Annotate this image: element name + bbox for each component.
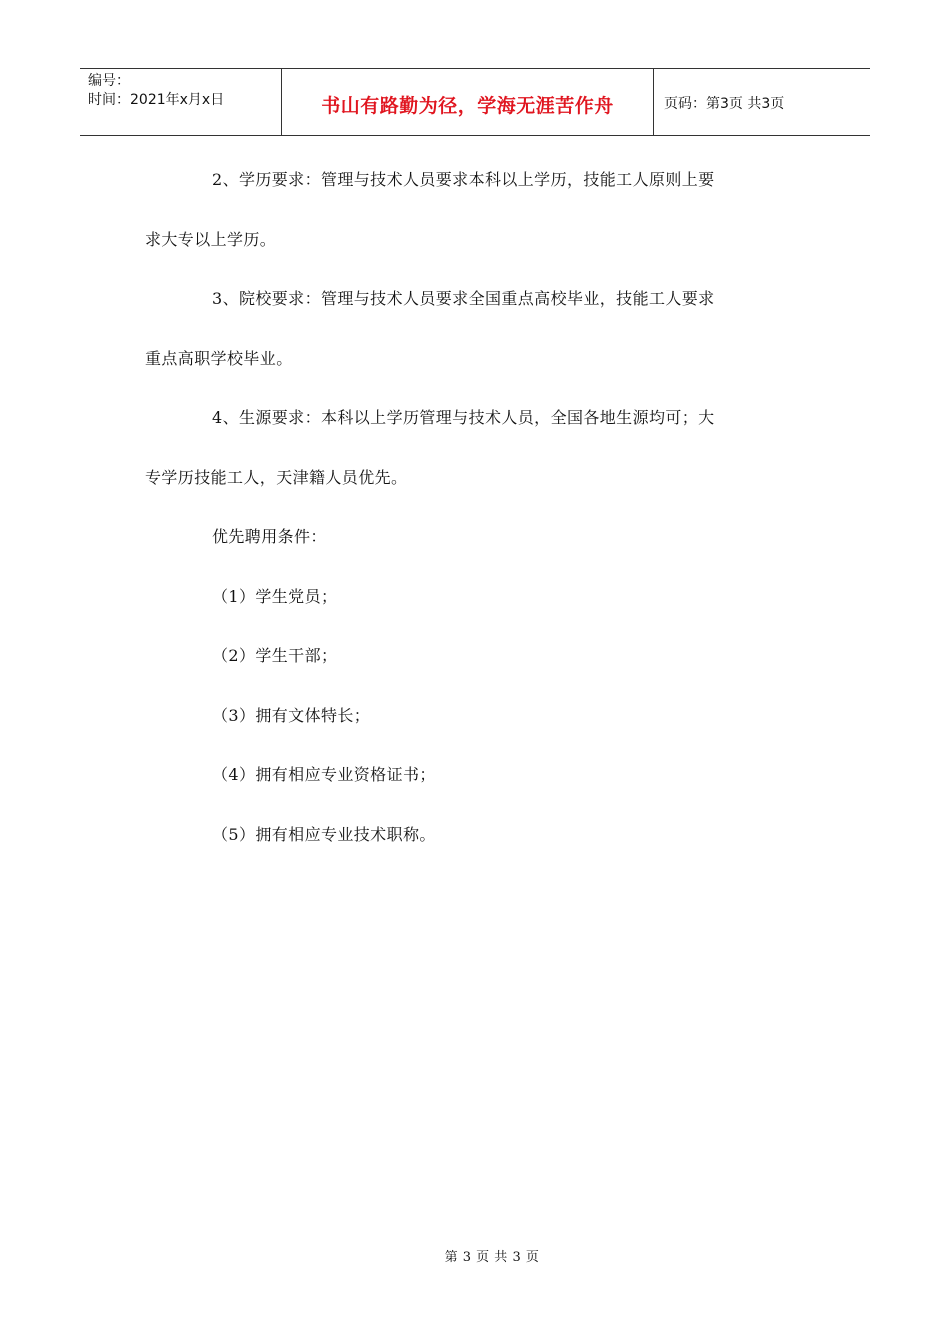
page-header: [80, 68, 870, 136]
paragraph-line: 4、生源要求：本科以上学历管理与技术人员，全国各地生源均可；大: [212, 408, 715, 427]
paragraph-line: 求大专以上学历。: [145, 229, 277, 249]
list-item: （2）学生干部；: [212, 646, 338, 665]
paragraph-line: 3、院校要求：管理与技术人员要求全国重点高校毕业，技能工人要求: [212, 289, 715, 308]
list-item: （1）学生党员；: [212, 586, 338, 606]
paragraph-line: 2、学历要求：管理与技术人员要求本科以上学历，技能工人原则上要: [212, 170, 715, 189]
paragraph-line: 重点高职学校毕业。: [145, 348, 293, 368]
header-motto-cell: [282, 69, 654, 135]
list-item: （3）拥有文体特长；: [212, 705, 371, 725]
document-body: [145, 150, 805, 864]
list-item: （4）拥有相应专业资格证书；: [212, 765, 436, 784]
section-heading: 优先聘用条件：: [212, 527, 327, 546]
page-footer: 第 3 页 共 3 页: [444, 1250, 540, 1265]
header-number-label: 编号：: [88, 73, 130, 89]
paragraph-line: 专学历技能工人，天津籍人员优先。: [145, 467, 408, 487]
list-item: （5）拥有相应专业技术职称。: [212, 824, 436, 844]
header-time-label: 时间：2021年x月x日: [88, 92, 225, 108]
header-page-info-cell: [654, 69, 870, 135]
header-meta: [80, 69, 282, 135]
header-motto: 书山有路勤为径，学海无涯苦作舟: [321, 94, 614, 117]
header-page-info: 页码：第3页 共3页: [664, 96, 785, 112]
